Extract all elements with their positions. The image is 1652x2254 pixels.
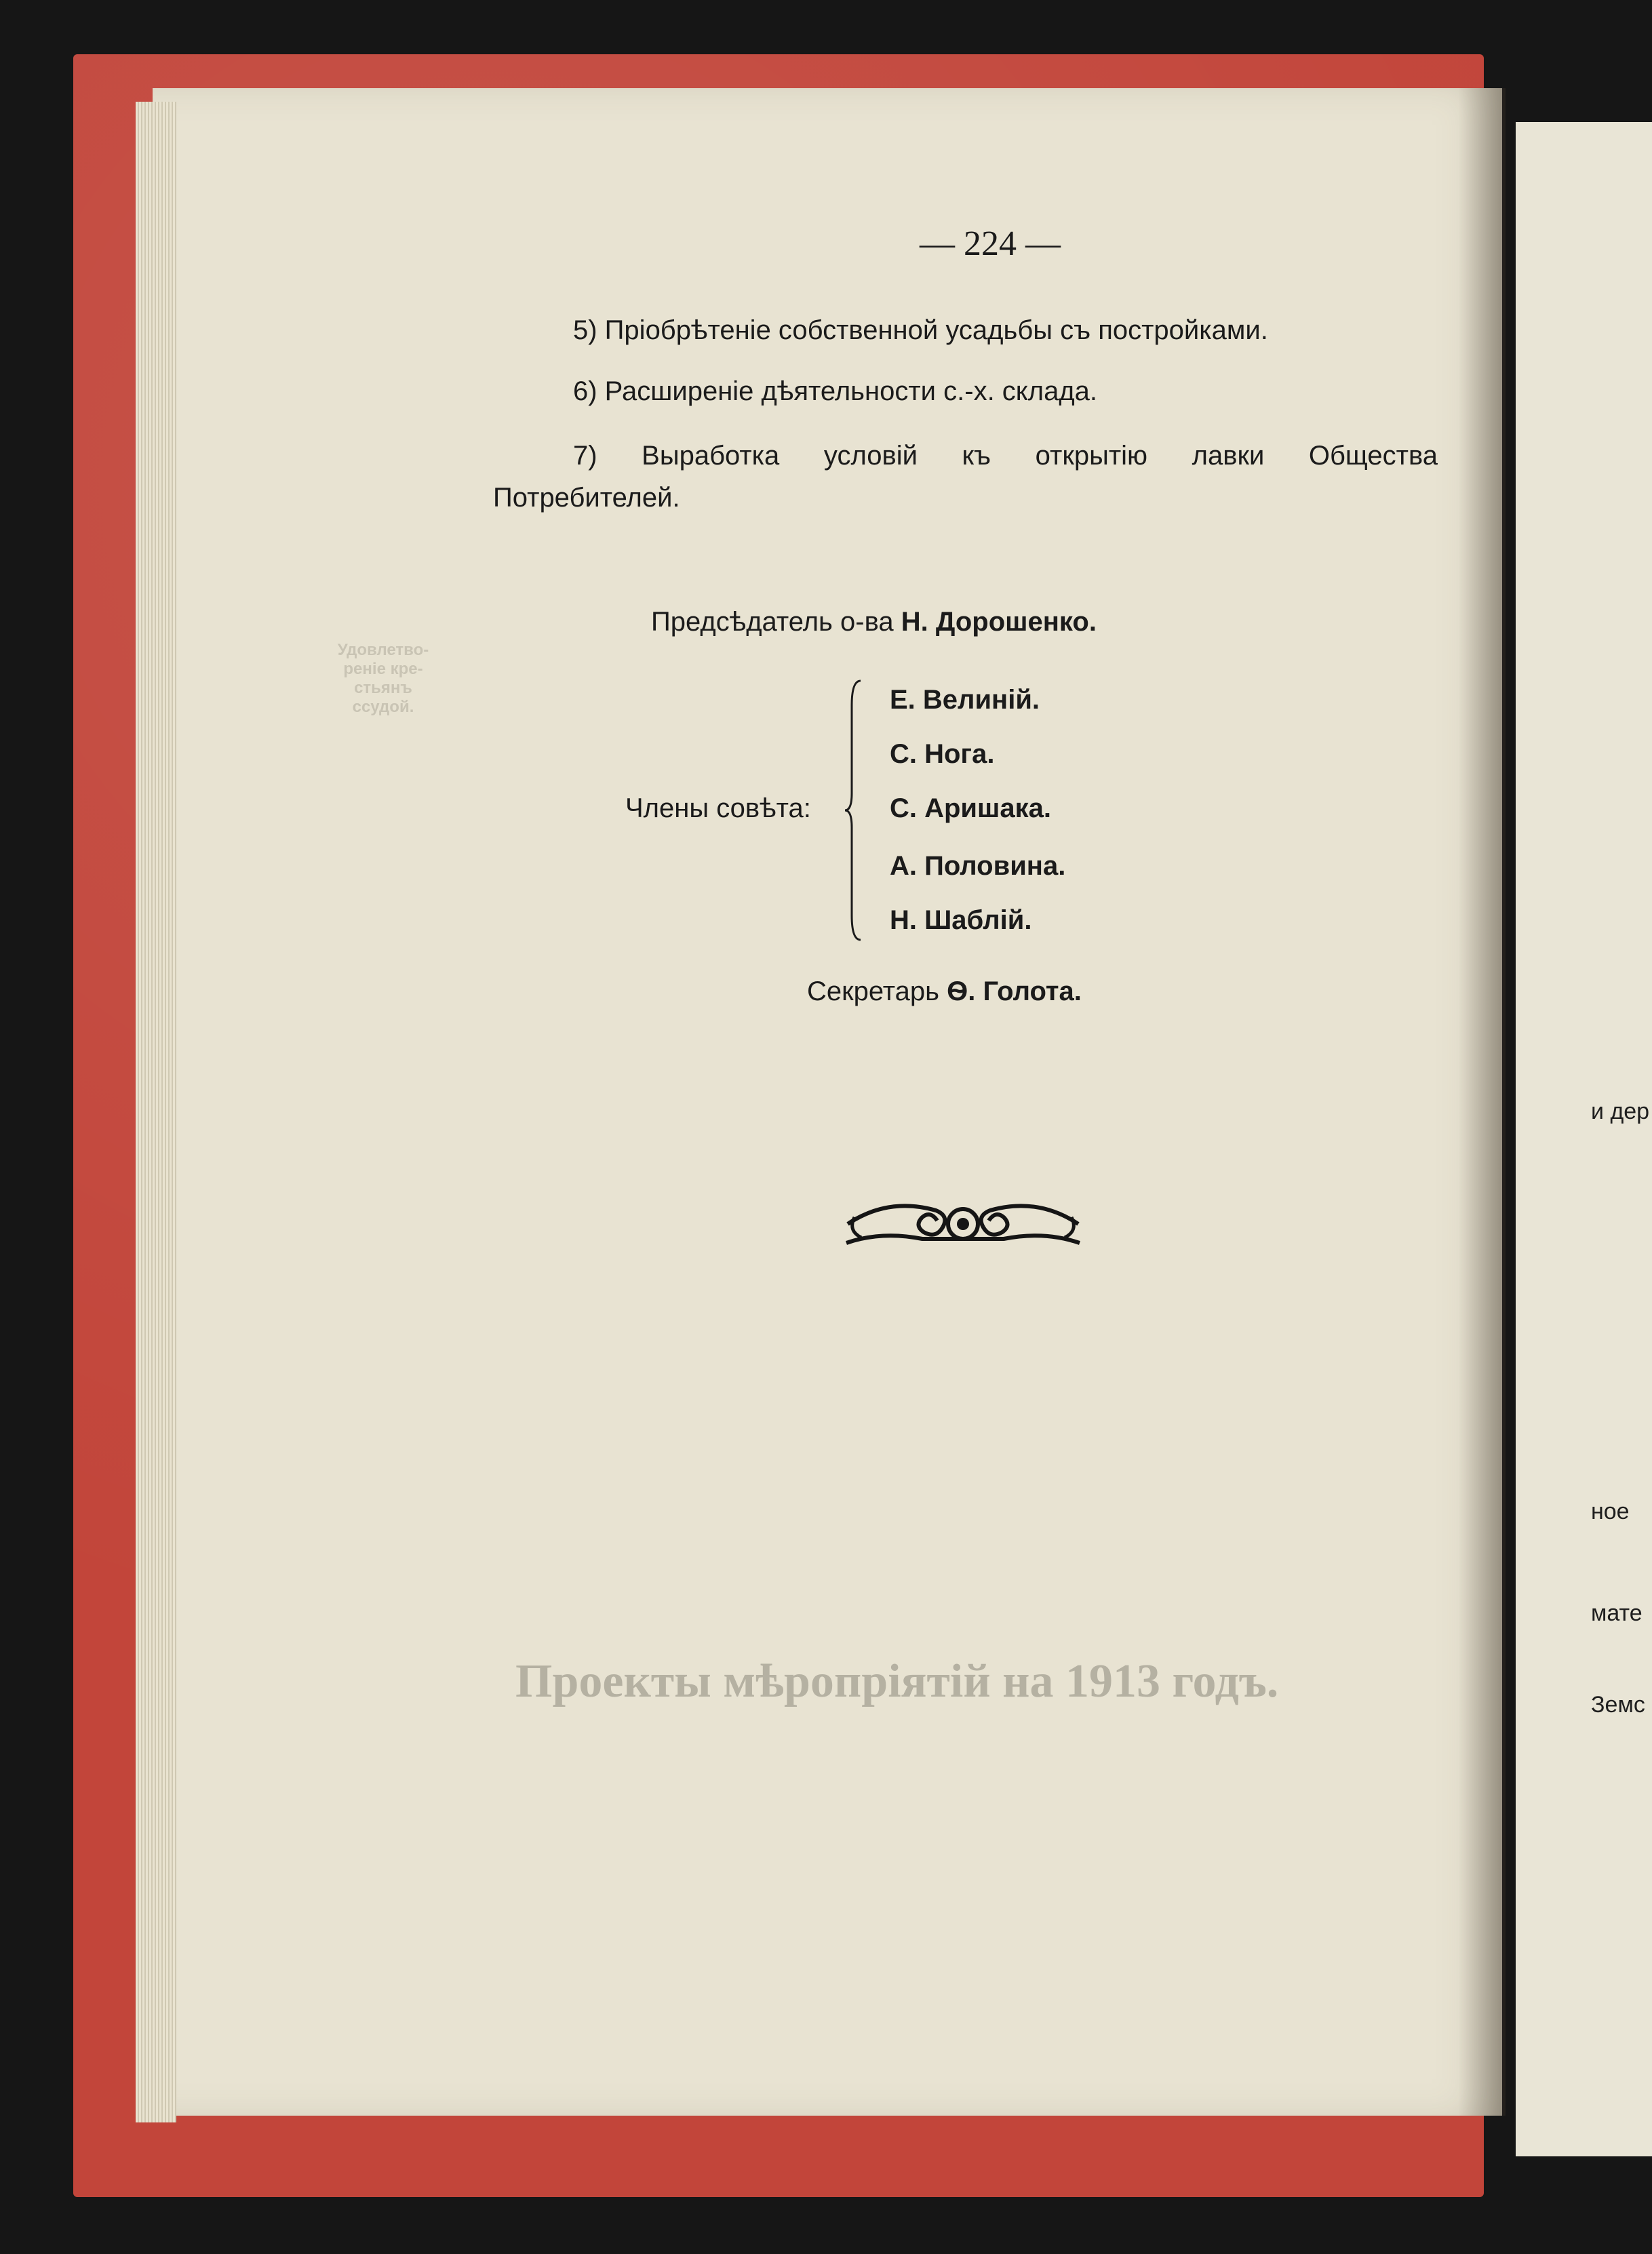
council-member: А. Половина. [890,851,1066,881]
chairman-line [651,607,1097,637]
chairman-title: Предсѣдатель о-ва [651,607,894,637]
show-through-margin-note: Удовлетво- реніе кре- стьянъ ссудой. [337,641,429,716]
list-item-7-continuation: Потребителей. [493,483,680,513]
ornament-flourish-icon [841,1190,1085,1251]
council-member: С. Аришака. [890,793,1051,823]
list-item-6: 6) Расширеніе дѣятельности с.-х. склада. [573,376,1098,406]
page-number: — 224 — [920,224,1061,263]
right-page-fragment: ное [1591,1499,1630,1524]
page-edges [136,102,176,2122]
secretary-title: Секретарь [807,976,939,1006]
council-label: Члены совѣта: [625,793,811,823]
list-item-7: 7) Выработка условій къ открытію лавки Общества [573,441,1438,471]
right-page-fragment: и дер [1591,1099,1650,1124]
council-brace [844,678,864,943]
chairman-name: Н. Дорошенко. [901,607,1097,637]
right-page-fragment: Земс [1591,1692,1645,1718]
council-member: С. Нога. [890,739,995,769]
secretary-line [807,976,1082,1007]
secretary-name: Ѳ. Голота. [947,976,1082,1006]
council-member: Н. Шаблій. [890,905,1032,935]
book-gutter [1458,88,1506,2116]
show-through-heading: Проекты мѣропріятій на 1913 годъ. [515,1655,1279,1707]
council-member: Е. Велиній. [890,685,1040,715]
list-item-5: 5) Пріобрѣтеніе собственной усадьбы съ постройками. [573,315,1268,345]
right-page [1516,122,1652,2156]
right-page-fragment: мате [1591,1600,1643,1626]
